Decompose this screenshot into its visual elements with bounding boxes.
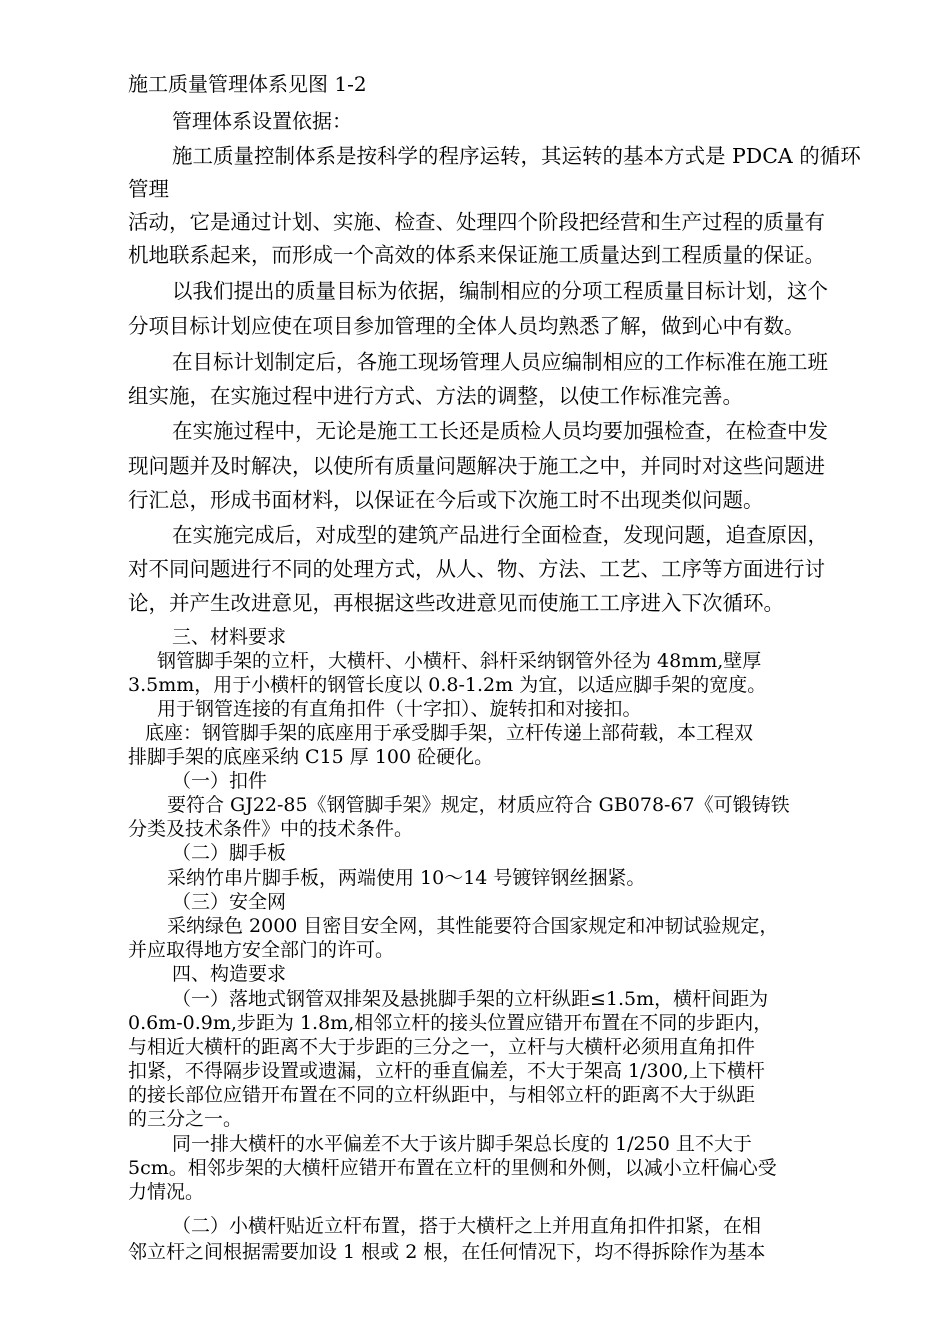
section-line: 同一排大横杆的水平偏差不大于该片脚手架总长度的 1/250 且不大于: [172, 1133, 752, 1155]
paragraph-line: 在目标计划制定后，各施工现场管理人员应编制相应的工作标准在施工班: [172, 350, 828, 374]
section-line: 3.5mm，用于小横杆的钢管长度以 0.8-1.2m 为宜，以适应脚手架的宽度。: [128, 674, 767, 696]
section-line: 邻立杆之间根据需要加设 1 根或 2 根，在任何情况下，均不得拆除作为基本: [128, 1241, 766, 1263]
basis-title: 管理体系设置依据：: [172, 109, 352, 133]
section-line: （二）小横杆贴近立杆布置，搭于大横杆之上并用直角扣件扣紧，在相: [172, 1215, 762, 1237]
paragraph-line: 组实施，在实施过程中进行方式、方法的调整，以使工作标准完善。: [128, 384, 743, 408]
section-line: 底座：钢管脚手架的底座用于承受脚手架，立杆传递上部荷载，本工程双: [145, 722, 754, 744]
subsection-title: （一）扣件: [172, 770, 268, 792]
section-line: 要符合 GJ22-85《钢管脚手架》规定，材质应符合 GB078-67《可锻铸铁: [167, 794, 790, 816]
section-line: 的三分之一。: [128, 1108, 243, 1130]
paragraph-line: 在实施完成后，对成型的建筑产品进行全面检查，发现问题，追查原因，: [172, 523, 828, 547]
paragraph-line: 管理: [128, 177, 169, 201]
section-title: 三、材料要求: [172, 626, 287, 648]
section-line: 5cm。相邻步架的大横杆应错开布置在立杆的里侧和外侧，以减小立杆偏心受: [128, 1157, 777, 1179]
section-line: 排脚手架的底座采纳 C15 厚 100 砼硬化。: [128, 746, 494, 768]
section-line: 采纳竹串片脚手板，两端使用 10～14 号镀锌钢丝捆紧。: [167, 867, 646, 889]
subsection-title: （三）安全网: [172, 891, 287, 913]
section-line: 力情况。: [128, 1181, 205, 1203]
section-line: 的接长部位应错开布置在不同的立杆纵距中，与相邻立杆的距离不大于纵距: [128, 1084, 756, 1106]
section-line: 分类及技术条件》中的技术条件。: [128, 818, 414, 840]
paragraph-line: 对不同问题进行不同的处理方式，从人、物、方法、工艺、工序等方面进行讨: [128, 557, 825, 581]
paragraph-line: 论，并产生改进意见，再根据这些改进意见而使施工工序进入下次循环。: [128, 591, 784, 615]
paragraph-line: 在实施过程中，无论是施工工长还是质检人员均要加强检查，在检查中发: [172, 419, 828, 443]
subsection-title: （二）脚手板: [172, 842, 287, 864]
paragraph-line: 行汇总，形成书面材料，以保证在今后或下次施工时不出现类似问题。: [128, 488, 764, 512]
section-line: 扣紧，不得隔步设置或遗漏，立杆的垂直偏差，不大于架高 1/300,上下横杆: [128, 1060, 765, 1082]
section-line: （一）落地式钢管双排架及悬挑脚手架的立杆纵距≤1.5m，横杆间距为: [172, 988, 769, 1010]
paragraph-line: 以我们提出的质量目标为依据，编制相应的分项工程质量目标计划，这个: [172, 279, 828, 303]
paragraph-line: 分项目标计划应使在项目参加管理的全体人员均熟悉了解，做到心中有数。: [128, 314, 805, 338]
section-line: 钢管脚手架的立杆，大横杆、小横杆、斜杆采纳钢管外径为 48mm,壁厚: [157, 650, 762, 672]
section-line: 0.6m-0.9m,步距为 1.8m,相邻立杆的接头位置应错开布置在不同的步距内，: [128, 1012, 773, 1034]
section-line: 用于钢管连接的有直角扣件（十字扣）、旋转扣和对接扣。: [157, 698, 642, 720]
section-title: 四、构造要求: [172, 963, 287, 985]
paragraph-line: 施工质量控制体系是按科学的程序运转，其运转的基本方式是 PDCA 的循环: [172, 144, 861, 168]
document-heading: 施工质量管理体系见图 1-2: [128, 72, 367, 96]
paragraph-line: 活动，它是通过计划、实施、检查、处理四个阶段把经营和生产过程的质量有: [128, 210, 825, 234]
paragraph-line: 现问题并及时解决，以使所有质量问题解决于施工之中，并同时对这些问题进: [128, 454, 825, 478]
section-line: 与相近大横杆的距离不大于步距的三分之一，立杆与大横杆必须用直角扣件: [128, 1036, 756, 1058]
paragraph-line: 机地联系起来，而形成一个高效的体系来保证施工质量达到工程质量的保证。: [128, 243, 825, 267]
section-line: 并应取得地方安全部门的许可。: [128, 939, 395, 961]
section-line: 采纳绿色 2000 目密目安全网，其性能要符合国家规定和冲韧试验规定，: [167, 915, 779, 937]
